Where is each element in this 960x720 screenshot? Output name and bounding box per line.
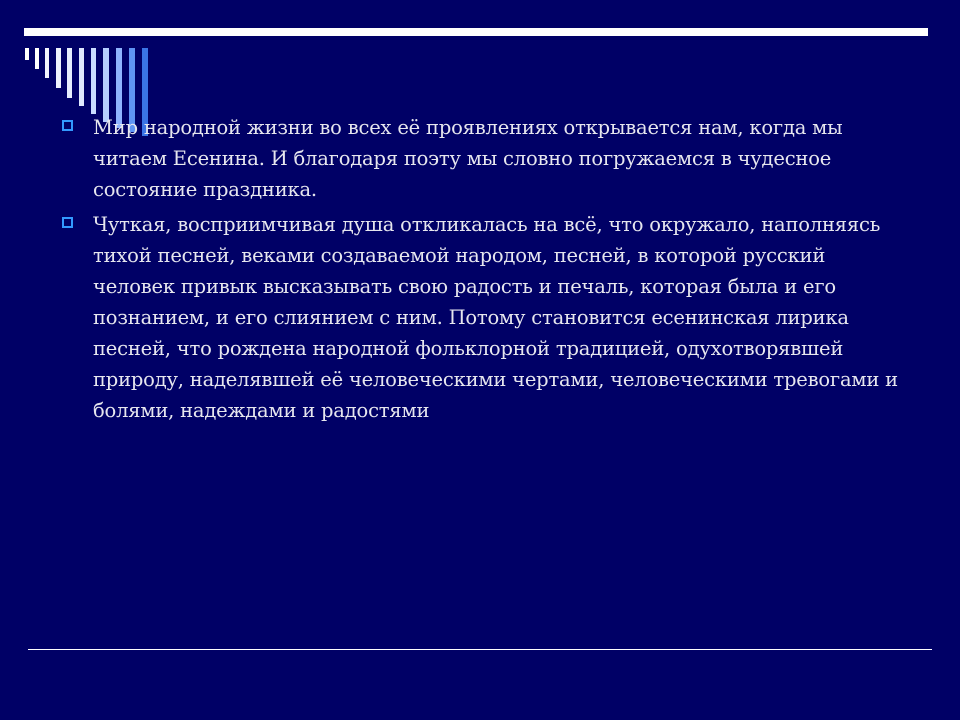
stripe xyxy=(79,48,84,106)
bullet-item xyxy=(60,209,910,426)
square-bullet-icon xyxy=(62,120,73,131)
stripe xyxy=(103,48,109,122)
stripe xyxy=(25,48,29,60)
bottom-divider xyxy=(28,649,932,650)
stripe xyxy=(56,48,61,88)
stripe xyxy=(91,48,96,114)
bullet-item xyxy=(60,112,910,205)
stripe xyxy=(45,48,49,78)
bullet-text: Чуткая, восприимчивая душа откликалась на всё, что окружало, наполняясь тихой песней, веками создаваемой народом, песней, в которой русский человек привык высказывать свою радость и печаль, которая была и его познанием, и его слиянием с ним. Потому становится есенинская лирика песней, что рождена народной фольклорной традицией, одухотворявшей природу, наделявшей её человеческими чертами, человеческими тревогами и болями, надеждами и радостями xyxy=(93,213,898,422)
stripe xyxy=(35,48,39,69)
square-bullet-icon xyxy=(62,217,73,228)
stripe xyxy=(67,48,72,98)
slide-body xyxy=(60,112,910,430)
bullet-text: Мир народной жизни во всех её проявлениях открывается нам, когда мы читаем Есенина. И благодаря поэту мы словно погружаемся в чудесное состояние праздника. xyxy=(93,116,843,201)
